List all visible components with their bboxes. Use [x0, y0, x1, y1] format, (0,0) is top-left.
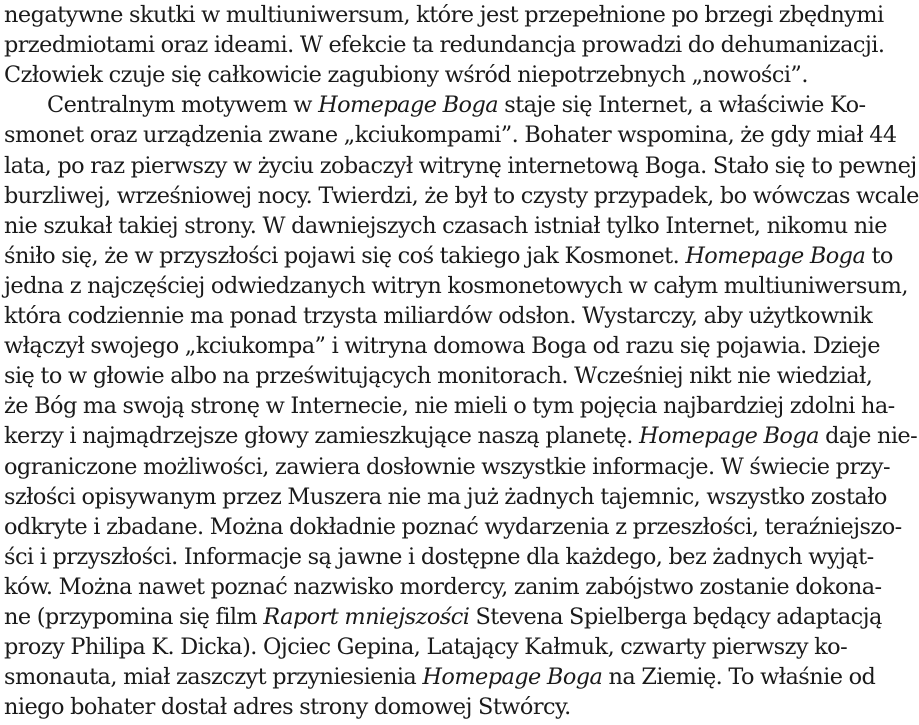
italic-title-text: Homepage Boga — [638, 423, 819, 450]
text-segment: szłości opisywanym przez Muszera nie ma już żadnych tajemnic, wszystko zostało — [4, 483, 887, 510]
italic-title-text: Homepage Boga — [422, 664, 603, 691]
text-line — [4, 30, 884, 60]
text-segment: nie szukał takiej strony. W dawniejszych czasach istniał tylko Internet, nikomu nie — [4, 212, 887, 239]
text-segment: ograniczone możliwości, zawiera dosłownie wszystkie informacje. W świecie przy- — [4, 453, 890, 480]
text-line — [4, 572, 882, 602]
text-segment: jedna z najczęściej odwiedzanych witryn kosmonetowych w całym multiuniwersum, — [4, 272, 908, 299]
text-line — [4, 602, 882, 632]
text-line — [4, 331, 880, 361]
text-segment: przedmiotami oraz ideami. W efekcie ta redundancja prowadzi do dehumanizacji. — [4, 32, 885, 59]
text-segment: Człowiek czuje się całkowicie zagubiony wśród niepotrzebnych „nowości”. — [4, 62, 808, 89]
text-segment: włączył swojego „kciukompa” i witryna domowa Boga od razu się pojawia. Dzieje — [4, 333, 880, 360]
text-line — [4, 361, 872, 391]
text-segment: ści i przyszłości. Informacje są jawne i dostępne dla każdego, bez żadnych wyjąt- — [4, 543, 874, 570]
text-segment: daje nie- — [818, 423, 918, 450]
italic-title-text: Homepage Boga — [318, 92, 499, 119]
text-line — [4, 211, 887, 241]
text-segment: że Bóg ma swoją stronę w Internecie, nie mieli o tym pojęcia najbardziej zdolni ha- — [4, 393, 895, 420]
text-line — [4, 662, 875, 692]
text-segment: to — [865, 242, 893, 269]
text-segment: która codziennie ma ponad trzysta miliardów odsłon. Wystarczy, aby użytkownik — [4, 303, 873, 329]
text-line — [4, 271, 908, 301]
text-line — [4, 452, 890, 482]
italic-title-text: Raport mniejszości — [263, 604, 470, 630]
paragraph-first-line — [47, 90, 866, 120]
italic-title-text: Homepage Boga — [685, 242, 866, 269]
text-line — [4, 542, 874, 572]
text-segment: niego bohater dostał adres strony domowej Stwórcy. — [4, 694, 571, 721]
text-segment: Centralnym motywem w — [47, 92, 319, 119]
text-line — [4, 482, 887, 512]
text-line — [4, 241, 893, 271]
text-line — [4, 120, 897, 150]
text-segment: śniło się, że w przyszłości pojawi się coś takiego jak Kosmonet. — [4, 242, 686, 269]
text-segment: lata, po raz pierwszy w życiu zobaczył witrynę internetową Boga. Stało się to pewnej — [4, 152, 917, 179]
text-line — [4, 60, 808, 90]
text-segment: się to w głowie albo na prześwitujących monitorach. Wcześniej nikt nie wiedział, — [4, 363, 873, 390]
text-line — [4, 0, 884, 30]
text-segment: negatywne skutki w multiuniwersum, które jest przepełnione po brzegi zbędnymi — [4, 2, 884, 28]
text-segment: burzliwej, wrześniowej nocy. Twierdzi, że był to czysty przypadek, bo wówczas wcale — [4, 182, 919, 209]
text-line — [4, 151, 917, 181]
text-segment: ków. Można nawet poznać nazwisko mordercy, zanim zabójstwo zostanie dokona- — [4, 573, 882, 600]
text-segment: staje się Internet, a właściwie Ko- — [498, 92, 866, 119]
text-segment: prozy Philipa K. Dicka). Ojciec Gepina, Latający Kałmuk, czwarty pierwszy ko- — [4, 634, 848, 661]
text-line — [4, 301, 872, 331]
text-line — [4, 421, 917, 451]
text-line — [4, 512, 902, 542]
text-line — [4, 692, 571, 722]
text-segment: smonet oraz urządzenia zwane „kciukompami”. Bohater wspomina, że gdy miał 44 — [4, 122, 897, 149]
text-segment: smonauta, miał zaszczyt przyniesienia — [4, 664, 423, 691]
text-line — [4, 632, 847, 662]
text-segment: kerzy i najmądrzejsze głowy zamieszkujące naszą planetę. — [4, 423, 639, 450]
text-line — [4, 181, 919, 211]
text-segment: na Ziemię. To właśnie od — [602, 664, 876, 691]
text-segment: odkryte i zbadane. Można dokładnie poznać wydarzenia z przeszłości, teraźniejszo- — [4, 513, 902, 540]
text-segment: Stevena Spielberga będący adaptacją — [469, 604, 882, 630]
text-segment: ne (przypomina się film — [4, 604, 264, 630]
text-line — [4, 391, 895, 421]
